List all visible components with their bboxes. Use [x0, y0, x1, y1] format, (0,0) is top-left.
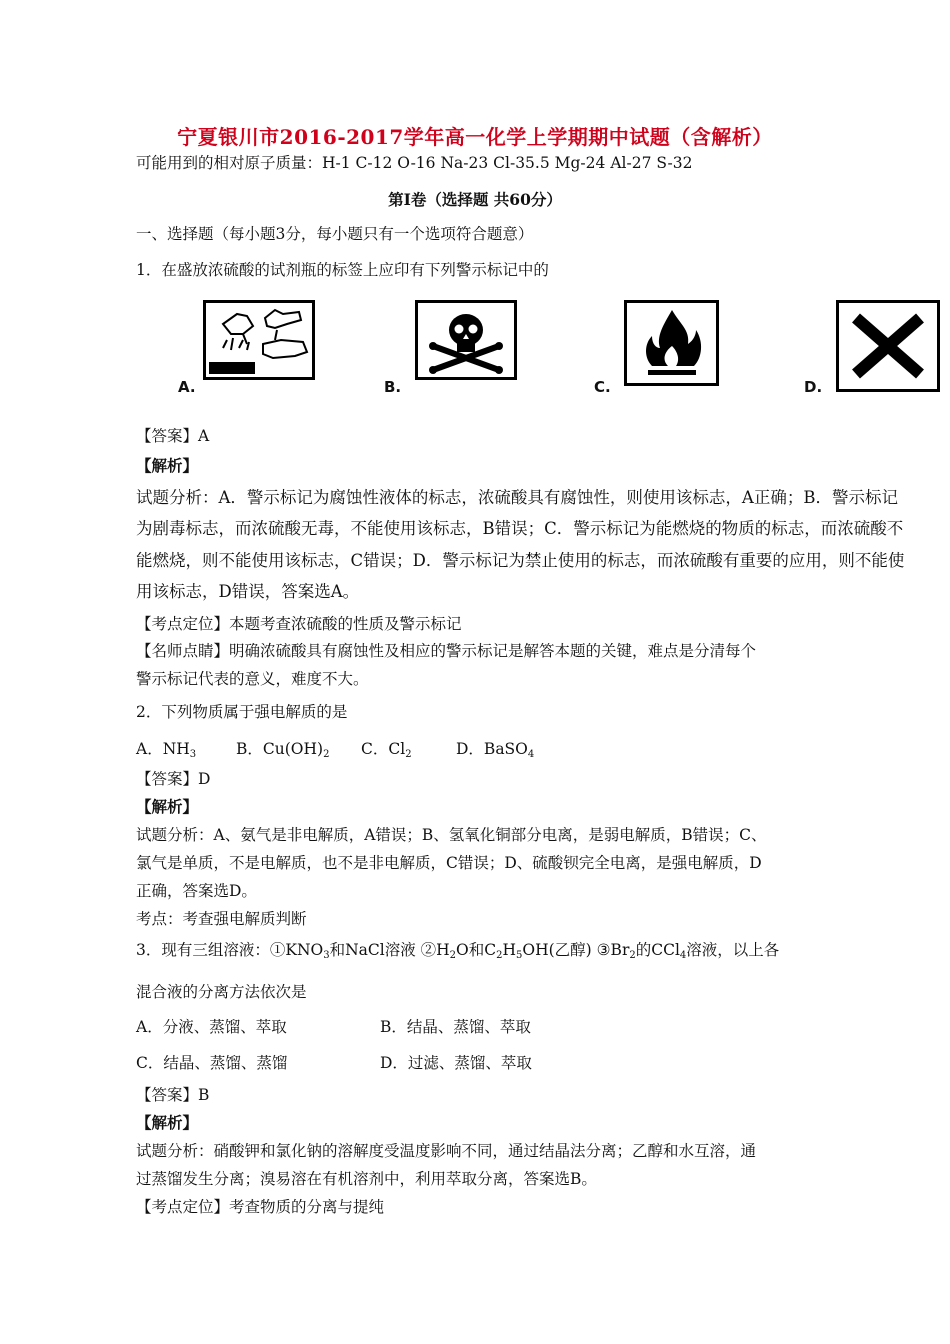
corrosive-icon	[203, 300, 315, 380]
q1-kaodian: 【考点定位】本题考查浓硫酸的性质及警示标记	[136, 615, 462, 633]
q1-mingshi-line-1: 【名师点睛】明确浓硫酸具有腐蚀性及相应的警示标记是解答本题的关键，难点是分清每个	[136, 642, 757, 660]
q3-analysis-line-1: 试题分析：硝酸钾和氯化钠的溶解度受温度影响不同，通过结晶法分离；乙醇和水互溶，通	[136, 1142, 757, 1160]
q1-option-c: C.	[594, 378, 611, 396]
q1-stem: 1．在盛放浓硫酸的试剂瓶的标签上应印有下列警示标记中的	[136, 261, 549, 279]
q2-stem: 2．下列物质属于强电解质的是	[136, 703, 348, 721]
q2-option-c: C．$Cl_2$	[361, 740, 412, 760]
q3-analysis-line-2: 过蒸馏发生分离；溴易溶在有机溶剂中，利用萃取分离，答案选B。	[136, 1170, 597, 1188]
flame-icon	[624, 300, 719, 386]
q2-analysis-label: 【解析】	[136, 797, 199, 816]
q3-kaodian: 【考点定位】考查物质的分离与提纯	[136, 1198, 385, 1216]
q1-analysis-line-1: 试题分析：A．警示标记为腐蚀性液体的标志，浓硫酸具有腐蚀性，则使用该标志，A正确；B．警示标记	[136, 488, 898, 507]
section-title: 第Ⅰ卷（选择题 共60分）	[388, 190, 562, 209]
q1-analysis-line-3: 能燃烧，则不能使用该标志，C错误；D．警示标记为禁止使用的标志，而浓硫酸有重要的应用，则不能使	[136, 551, 905, 570]
q3-option-b: B．结晶、蒸馏、萃取	[380, 1018, 531, 1036]
part-heading: 一、选择题（每小题3分，每小题只有一个选项符合题意）	[136, 225, 534, 243]
q1-mingshi-line-2: 警示标记代表的意义，难度不大。	[136, 670, 369, 688]
q2-kaodian: 考点：考查强电解质判断	[136, 910, 307, 928]
atomic-masses: 可能用到的相对原子质量：H-1 C-12 O-16 Na-23 Cl-35.5 Mg-24 Al-27 S-32	[136, 154, 693, 172]
q1-option-d: D.	[804, 378, 823, 396]
document-title: 宁夏银川市2016-2017学年高一化学上学期期中试题（含解析）	[177, 125, 773, 149]
q3-analysis-label: 【解析】	[136, 1113, 199, 1132]
q2-answer: 【答案】D	[136, 770, 211, 788]
q2-option-d: D．BaSO$_4$	[456, 740, 535, 760]
q1-option-a: A.	[178, 378, 196, 396]
q2-option-a: A．$NH_3$	[136, 740, 197, 760]
q3-stem-line-1: 3．现有三组溶液：$①KNO_3$和NaCl溶液 $②H_2O$和$C_2H_5OH$(乙醇) $③Br_2$的CCl$_4$溶液，以上各	[136, 941, 780, 961]
skull-crossbones-icon	[415, 300, 517, 380]
prohibition-sign	[836, 300, 940, 392]
corrosive-sign	[203, 300, 315, 380]
q2-option-b: B．$Cu(OH)_2$	[236, 740, 330, 760]
q1-answer: 【答案】A	[136, 427, 210, 445]
q3-option-a: A．分液、蒸馏、萃取	[136, 1018, 287, 1036]
flammable-sign	[624, 300, 719, 386]
q1-analysis-label: 【解析】	[136, 456, 199, 475]
q3-stem-line-2: 混合液的分离方法依次是	[136, 983, 307, 1001]
q1-option-b: B.	[384, 378, 402, 396]
q2-analysis-line-3: 正确，答案选D。	[136, 882, 257, 900]
q3-option-d: D．过滤、蒸馏、萃取	[380, 1054, 532, 1072]
q2-analysis-line-2: 氯气是单质，不是电解质，也不是非电解质，C错误；D、硫酸钡完全电离，是强电解质，D	[136, 854, 762, 872]
q2-analysis-line-1: 试题分析：A、氨气是非电解质，A错误；B、氢氧化铜部分电离，是弱电解质，B错误；C、	[136, 826, 767, 844]
q1-analysis-line-4: 用该标志，D错误，答案选A。	[136, 582, 360, 601]
q3-answer: 【答案】B	[136, 1086, 210, 1104]
q3-option-c: C．结晶、蒸馏、蒸馏	[136, 1054, 288, 1072]
toxic-sign	[415, 300, 517, 380]
q1-analysis-line-2: 为剧毒标志，而浓硫酸无毒，不能使用该标志，B错误；C．警示标记为能燃烧的物质的标志，而浓硫酸不	[136, 519, 904, 538]
x-mark-icon	[836, 300, 940, 392]
